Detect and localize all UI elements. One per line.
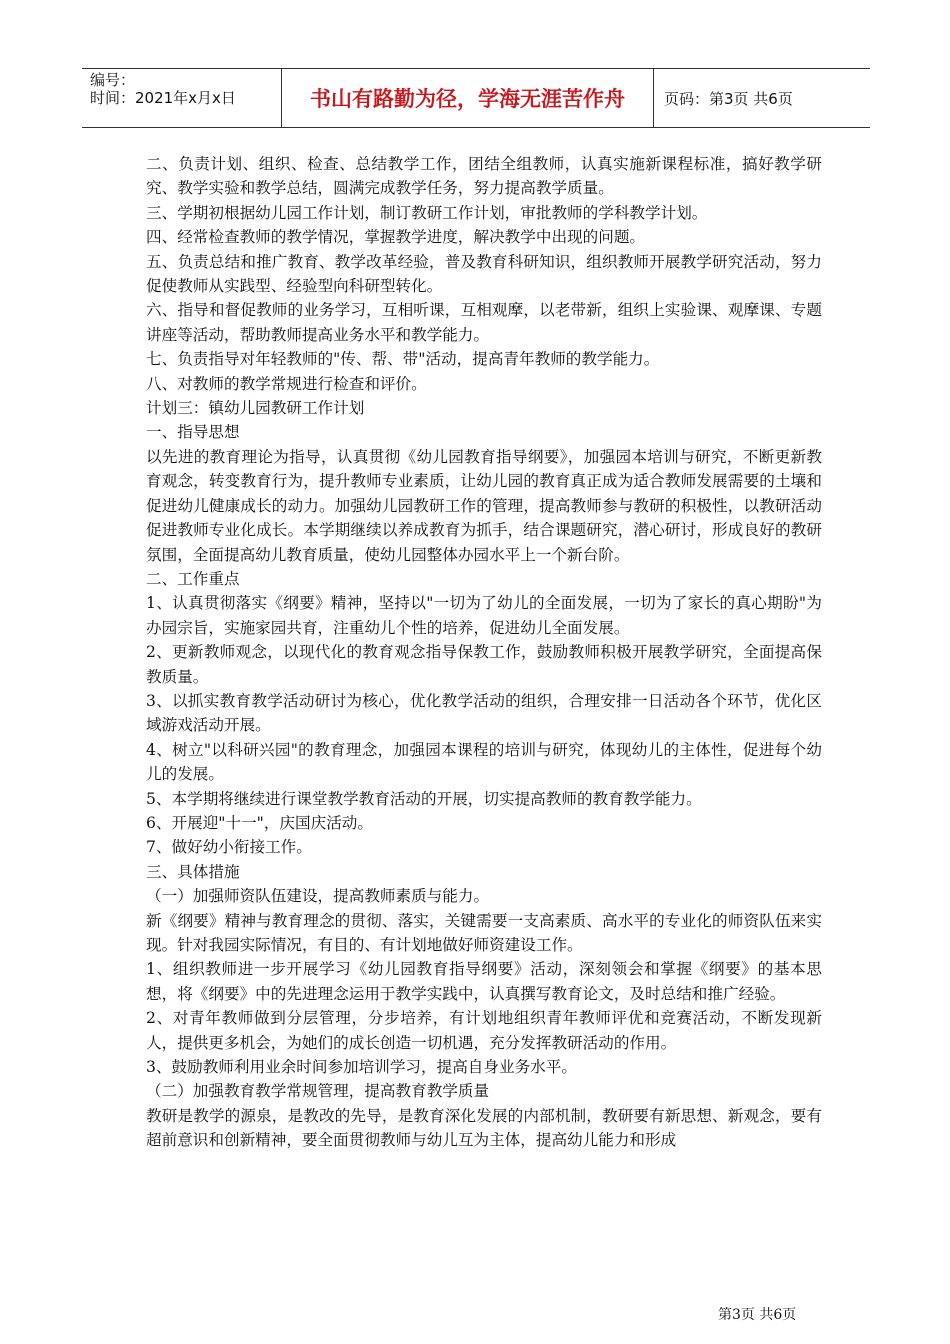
body-paragraph: 八、对教师的教学常规进行检查和评价。: [146, 374, 427, 393]
header-motto: [282, 69, 654, 127]
body-paragraph: （一）加强师资队伍建设，提高教师素质与能力。: [146, 887, 490, 906]
body-paragraph: 6、开展迎"十一"，庆国庆活动。: [146, 813, 373, 832]
motto-text: 书山有路勤为径，学海无涯苦作舟: [310, 87, 625, 111]
body-paragraph: 计划三：镇幼儿园教研工作计划: [146, 399, 365, 418]
body-paragraph: 3、鼓励教师利用业余时间参加培训学习，提高自身业务水平。: [146, 1058, 577, 1077]
body-paragraph: 5、本学期将继续进行课堂教学教育活动的开展，切实提高教师的教育教学能力。: [146, 789, 702, 808]
document-number-label: 编号：: [90, 71, 136, 89]
body-paragraph: （二）加强教育教学常规管理，提高教育教学质量: [146, 1082, 490, 1101]
body-paragraph: 新《纲要》精神与教育理念的贯彻、落实，关键需要一支高素质、高水平的专业化的师资队伍来实现。针对我园实际情况，有目的、有计划地做好师资建设工作。: [146, 911, 822, 954]
body-paragraph: 一、指导思想: [146, 423, 240, 442]
body-paragraph: 2、更新教师观念，以现代化的教育观念指导保教工作，鼓励教师积极开展教学研究，全面提高保教质量。: [146, 643, 822, 686]
document-body: [146, 152, 822, 1153]
body-paragraph: 四、经常检查教师的教学情况，掌握教学进度，解决教学中出现的问题。: [146, 228, 646, 247]
body-paragraph: 二、负责计划、组织、检查、总结教学工作，团结全组教师，认真实施新课程标准，搞好教学研究、教学实验和教学总结，圆满完成教学任务，努力提高教学质量。: [146, 155, 822, 198]
page-header: [82, 68, 870, 128]
body-paragraph: 二、工作重点: [146, 569, 240, 588]
header-page-info: [654, 69, 870, 127]
page-info-text: 页码：第3页 共6页: [664, 89, 793, 108]
body-paragraph: 三、学期初根据幼儿园工作计划，制订教研工作计划，审批教师的学科教学计划。: [146, 203, 708, 222]
body-paragraph: 3、以抓实教育教学活动研讨为核心，优化教学活动的组织，合理安排一日活动各个环节，优化区域游戏活动开展。: [146, 691, 822, 735]
body-paragraph: 1、组织教师进一步开展学习《幼儿园教育指导纲要》活动，深刻领会和掌握《纲要》的基本思想，将《纲要》中的先进理念运用于教学实践中，认真撰写教育论文，及时总结和推广经验。: [146, 960, 822, 1003]
body-paragraph: 六、指导和督促教师的业务学习，互相听课，互相观摩，以老带新，组织上实验课、观摩课、专题讲座等活动，帮助教师提高业务水平和教学能力。: [146, 301, 822, 344]
body-paragraph: 以先进的教育理论为指导，认真贯彻《幼儿园教育指导纲要》，加强园本培训与研究，不断更新教育观念，转变教育行为，提升教师专业素质，让幼儿园的教育真正成为适合教师发展需要的土壤和促进幼儿健康成长的动力。加强幼儿园教研工作的管理，提高教师参与教研的积极性，以教研活动促进教师专业化成长。本学期继续以养成教育为抓手，结合课题研究，潜心研讨，形成良好的教研氛围，全面提高幼儿教育质量，使幼儿园整体办园水平上一个新台阶。: [146, 447, 822, 564]
body-paragraph: 七、负责指导对年轻教师的"传、帮、带"活动，提高青年教师的教学能力。: [146, 350, 660, 369]
body-paragraph: 五、负责总结和推广教育、教学改革经验，普及教育科研知识，组织教师开展教学研究活动，努力促使教师从实践型、经验型向科研型转化。: [146, 252, 822, 296]
footer-page-number: 第3页 共6页: [718, 1307, 797, 1323]
header-meta: [82, 69, 282, 127]
page-footer: [718, 1304, 796, 1324]
body-paragraph: 教研是教学的源泉，是教改的先导，是教育深化发展的内部机制，教研要有新思想、新观念，要有超前意识和创新精神，要全面贯彻教师与幼儿互为主体，提高幼儿能力和形成: [146, 1106, 822, 1150]
body-paragraph: 7、做好幼小衔接工作。: [146, 838, 312, 857]
body-paragraph: 1、认真贯彻落实《纲要》精神，坚持以"一切为了幼儿的全面发展，一切为了家长的真心期盼"为办园宗旨，实施家园共育，注重幼儿个性的培养，促进幼儿全面发展。: [146, 594, 822, 637]
document-time-label: 时间：2021年x月x日: [90, 89, 236, 107]
body-paragraph: 4、树立"以科研兴园"的教育理念，加强园本课程的培训与研究，体现幼儿的主体性，促进每个幼儿的发展。: [146, 740, 822, 784]
body-paragraph: 三、具体措施: [146, 862, 240, 881]
body-paragraph: 2、对青年教师做到分层管理，分步培养，有计划地组织青年教师评优和竞赛活动，不断发现新人，提供更多机会，为她们的成长创造一切机遇，充分发挥教研活动的作用。: [146, 1009, 822, 1052]
